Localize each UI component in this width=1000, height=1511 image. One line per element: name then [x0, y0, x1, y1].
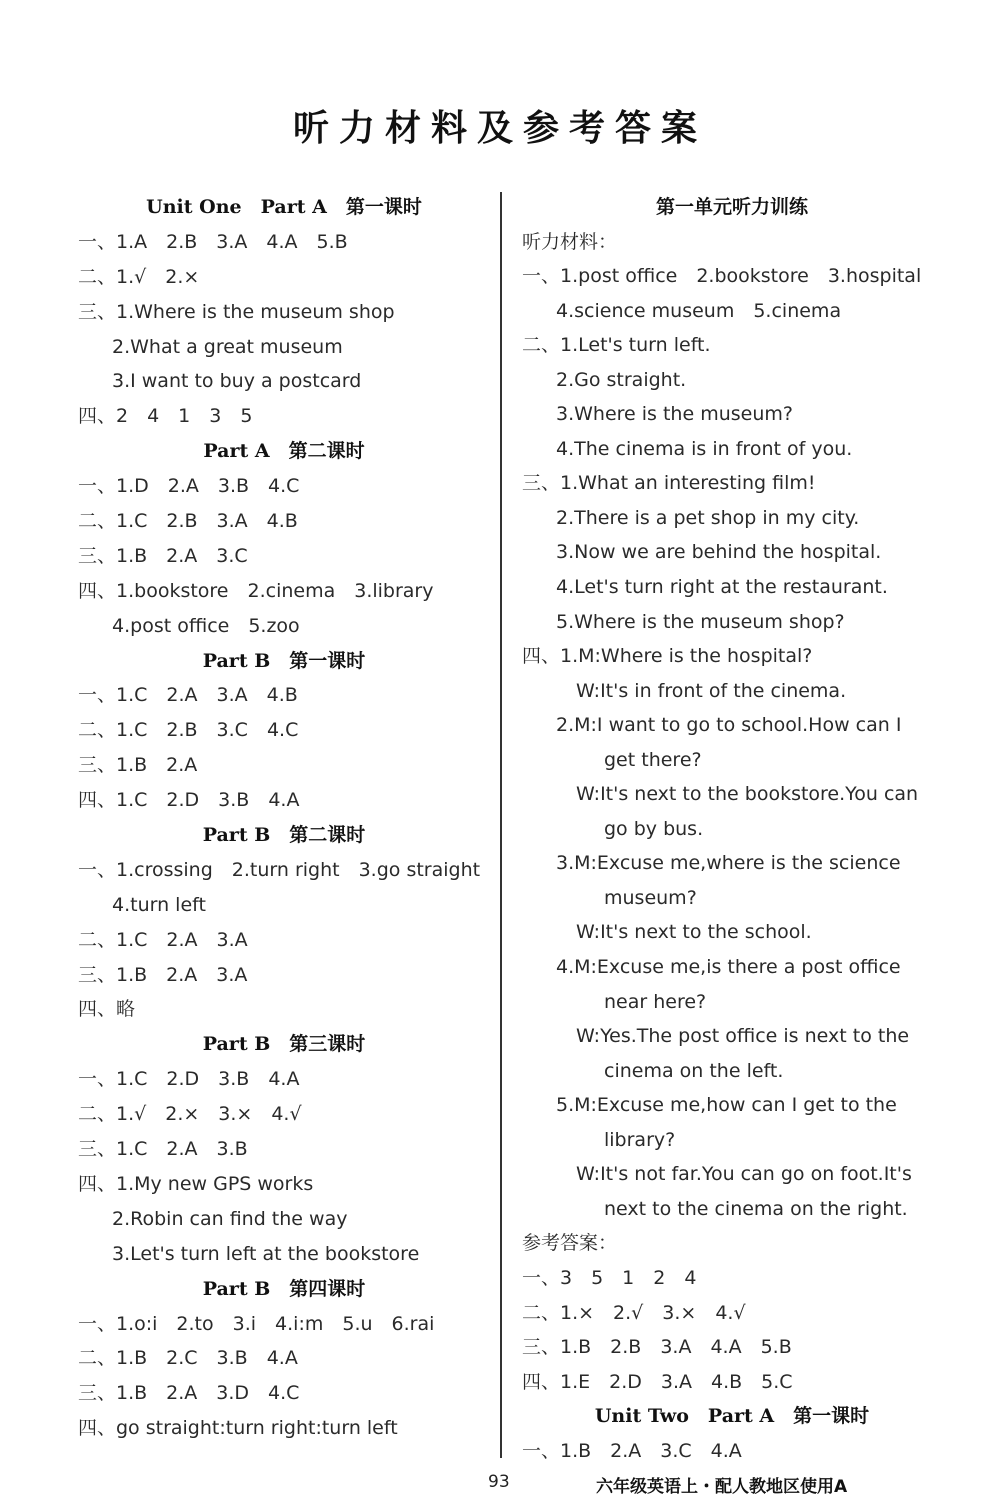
- answer-line: W:It's next to the school.: [576, 921, 812, 944]
- answer-line: go by bus.: [604, 817, 704, 840]
- answer-line: 一、1.o:i 2.to 3.i 4.i:m 5.u 6.rai: [78, 1312, 435, 1335]
- section-heading: Unit Two Part A 第一课时: [594, 1405, 870, 1428]
- answer-line: 听力材料：: [522, 230, 618, 253]
- section-heading: Part B 第一课时: [202, 649, 366, 672]
- answer-line: 三、1.B 2.A 3.C: [78, 544, 248, 567]
- answer-line: 3.Let's turn left at the bookstore: [112, 1242, 420, 1265]
- answer-line: 四、1.My new GPS works: [78, 1172, 314, 1195]
- right-column: [522, 190, 942, 1468]
- answer-line: 2.M:I want to go to school.How can I: [556, 714, 902, 737]
- answer-line: 四、1.C 2.D 3.B 4.A: [78, 789, 300, 812]
- page-title: 听力材料及参考答案: [292, 107, 707, 149]
- answer-line: 三、1.B 2.B 3.A 4.A 5.B: [522, 1336, 792, 1359]
- answer-line: next to the cinema on the right.: [604, 1197, 908, 1220]
- section-heading: Part B 第四课时: [202, 1277, 366, 1300]
- answer-line: near here?: [604, 990, 707, 1013]
- answer-line: 三、1.C 2.A 3.B: [78, 1138, 248, 1161]
- answer-line: 一、1.D 2.A 3.B 4.C: [78, 475, 300, 498]
- answer-line: 三、1.What an interesting film!: [522, 472, 816, 495]
- answer-line: W:It's not far.You can go on foot.It's: [576, 1163, 912, 1186]
- answer-line: 一、1.A 2.B 3.A 4.A 5.B: [78, 230, 348, 253]
- answer-line: 3.M:Excuse me,where is the science: [556, 852, 901, 875]
- answer-line: 四、1.M:Where is the hospital?: [522, 645, 813, 668]
- answer-line: 四、2 4 1 3 5: [78, 405, 253, 428]
- answer-line: 2.There is a pet shop in my city.: [556, 506, 860, 529]
- answer-line: 一、1.C 2.A 3.A 4.B: [78, 684, 298, 707]
- answer-line: 二、1.B 2.C 3.B 4.A: [78, 1347, 298, 1370]
- answer-line: 4.The cinema is in front of you.: [556, 437, 853, 460]
- answer-line: museum?: [604, 886, 697, 909]
- answer-line: 二、1.C 2.A 3.A: [78, 928, 248, 951]
- answer-line: 四、1.E 2.D 3.A 4.B 5.C: [522, 1370, 793, 1393]
- answer-line: 一、1.B 2.A 3.C 4.A: [522, 1439, 742, 1462]
- answer-line: W:Yes.The post office is next to the: [576, 1025, 910, 1048]
- answer-line: 四、1.bookstore 2.cinema 3.library: [78, 579, 434, 602]
- answer-line: 三、1.B 2.A 3.D 4.C: [78, 1382, 300, 1405]
- book-info: 六年级英语上・配人教地区使用A: [596, 1477, 848, 1497]
- answer-line: library?: [604, 1128, 676, 1151]
- page-footer: [0, 1460, 1000, 1500]
- answer-line: 5.M:Excuse me,how can I get to the: [556, 1094, 897, 1117]
- answer-line: 一、3 5 1 2 4: [522, 1266, 697, 1289]
- answer-line: 四、略: [78, 998, 136, 1021]
- answer-line: 二、1.C 2.B 3.A 4.B: [78, 510, 298, 533]
- answer-line: 一、1.post office 2.bookstore 3.hospital: [522, 265, 922, 288]
- answer-line: 4.M:Excuse me,is there a post office: [556, 956, 901, 979]
- answer-line: 4.science museum 5.cinema: [556, 299, 842, 322]
- answer-line: 2.What a great museum: [112, 335, 343, 358]
- page-number: 93: [488, 1472, 510, 1492]
- section-heading: Part B 第二课时: [202, 824, 366, 847]
- answer-line: 三、1.B 2.A 3.A: [78, 963, 248, 986]
- answer-line: 参考答案：: [522, 1232, 618, 1255]
- answer-line: W:It's next to the bookstore.You can: [576, 783, 919, 806]
- column-divider: [500, 192, 502, 1458]
- answer-line: get there?: [604, 748, 702, 771]
- answer-line: 二、1.Let's turn left.: [522, 334, 711, 357]
- answer-line: 二、1.C 2.B 3.C 4.C: [78, 719, 299, 742]
- answer-line: 一、1.crossing 2.turn right 3.go straight: [78, 858, 481, 881]
- answer-line: 5.Where is the museum shop?: [556, 610, 845, 633]
- answer-line: 2.Go straight.: [556, 368, 687, 391]
- section-heading: Part A 第二课时: [203, 440, 365, 463]
- answer-line: cinema on the left.: [604, 1059, 784, 1082]
- answer-line: 一、1.C 2.D 3.B 4.A: [78, 1068, 300, 1091]
- answer-line: 三、1.Where is the museum shop: [78, 300, 395, 323]
- answer-line: 四、go straight:turn right:turn left: [78, 1417, 398, 1440]
- answer-line: 二、1.× 2.√ 3.× 4.√: [522, 1301, 746, 1324]
- left-column: [78, 190, 490, 1446]
- right-answer-list: [522, 190, 942, 1468]
- answer-line: 4.turn left: [112, 893, 206, 916]
- answer-line: W:It's in front of the cinema.: [576, 679, 847, 702]
- answer-line: 3.I want to buy a postcard: [112, 370, 362, 393]
- left-answer-list: [78, 190, 490, 1446]
- answer-line: 4.Let's turn right at the restaurant.: [556, 576, 888, 599]
- answer-line: 3.Where is the museum?: [556, 403, 793, 426]
- answer-line: 2.Robin can find the way: [112, 1207, 348, 1230]
- section-heading: Part B 第三课时: [202, 1033, 366, 1056]
- answer-line: 4.post office 5.zoo: [112, 614, 300, 637]
- answer-line: 二、1.√ 2.×: [78, 265, 200, 288]
- answer-line: 3.Now we are behind the hospital.: [556, 541, 882, 564]
- section-heading: 第一单元听力训练: [655, 196, 808, 218]
- answer-line: 二、1.√ 2.× 3.× 4.√: [78, 1103, 302, 1126]
- answer-line: 三、1.B 2.A: [78, 754, 198, 777]
- section-heading: Unit One Part A 第一课时: [146, 196, 422, 218]
